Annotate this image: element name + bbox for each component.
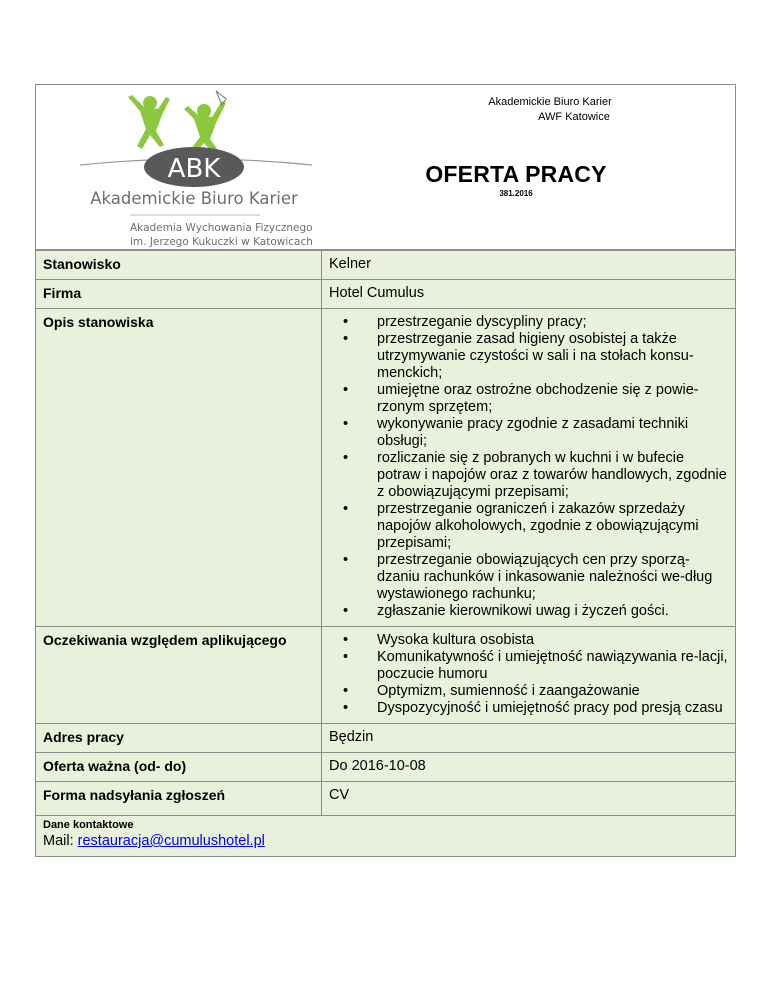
logo-sub2: im. Jerzego Kukuczki w Katowicach <box>130 236 313 247</box>
validity-value: Do 2016-10-08 <box>322 753 736 782</box>
row-application-form <box>36 782 735 816</box>
address-value: Będzin <box>322 724 736 753</box>
job-offer-sheet <box>35 84 736 857</box>
position-label: Stanowisko <box>36 251 322 280</box>
list-item: • rozliczanie się z pobranych w kuchni i w bufecie potraw i napojów oraz z towarów handlowych, zgodnie z obowiązującymi przepisami; <box>377 450 728 501</box>
list-item: • przestrzeganie zasad higieny osobistej a także utrzymywanie czystości w sali i na stołach konsu-menckich; <box>377 331 728 382</box>
company-value: Hotel Cumulus <box>322 280 736 309</box>
expectations-list <box>329 632 728 717</box>
organization-name <box>465 95 635 125</box>
list-item: • przestrzeganie obowiązujących cen przy sporzą-dzaniu rachunków i inkasowanie należności we-dług wystawionego rachunku; <box>377 552 728 603</box>
validity-label: Oferta ważna (od- do) <box>36 753 322 782</box>
logo-name: Akademickie Biuro Karier <box>90 189 298 208</box>
description-list <box>329 314 728 620</box>
row-validity <box>36 753 735 782</box>
row-address <box>36 724 735 753</box>
description-value <box>322 309 736 627</box>
expectations-value <box>322 627 736 724</box>
mail-prefix: Mail: <box>43 833 78 849</box>
description-label: Opis stanowiska <box>36 309 322 627</box>
position-value: Kelner <box>322 251 736 280</box>
list-item: • Komunikatywność i umiejętność nawiązywania re-lacji, poczucie humoru <box>377 649 728 683</box>
list-item: • umiejętne oraz ostrożne obchodzenie się z powie-rzonym sprzętem; <box>377 382 728 416</box>
offer-title: OFERTA PRACY <box>425 161 607 187</box>
row-position <box>36 251 735 280</box>
org-line-1: Akademickie Biuro Karier <box>488 96 612 108</box>
company-label: Firma <box>36 280 322 309</box>
row-description <box>36 309 735 627</box>
expectations-label: Oczekiwania względem aplikującego <box>36 627 322 724</box>
row-expectations <box>36 627 735 724</box>
email-link[interactable]: restauracja@cumulushotel.pl <box>77 833 265 849</box>
abk-monogram: ABK <box>167 154 221 184</box>
abk-logo <box>76 87 316 247</box>
list-item: • wykonywanie pracy zgodnie z zasadami techniki obsługi; <box>377 416 728 450</box>
row-company <box>36 280 735 309</box>
logo-sub1: Akademia Wychowania Fizycznego <box>130 222 313 234</box>
application-form-value: CV <box>322 782 736 816</box>
list-item: • zgłaszanie kierownikowi uwag i życzeń gości. <box>377 603 728 620</box>
list-item: • przestrzeganie dyscypliny pracy; <box>377 314 728 331</box>
contact-label: Dane kontaktowe <box>43 819 134 831</box>
contact-cell <box>36 816 735 857</box>
contact-mail <box>43 832 728 850</box>
list-item: • Wysoka kultura osobista <box>377 632 728 649</box>
jumping-figures-icon <box>128 95 226 157</box>
offer-table <box>36 250 735 856</box>
offer-number: 381.2016 <box>499 189 533 198</box>
address-label: Adres pracy <box>36 724 322 753</box>
list-item: • Dyspozycyjność i umiejętność pracy pod presją czasu <box>377 700 728 717</box>
org-line-2: AWF Katowice <box>538 111 610 123</box>
list-item: • Optymizm, sumienność i zaangażowanie <box>377 683 728 700</box>
row-contact <box>36 816 735 857</box>
application-form-label: Forma nadsyłania zgłoszeń <box>36 782 322 816</box>
list-item: • przestrzeganie ograniczeń i zakazów sprzedaży napojów alkoholowych, zgodnie z obowiązującymi przepisami; <box>377 501 728 552</box>
offer-header <box>36 85 735 250</box>
